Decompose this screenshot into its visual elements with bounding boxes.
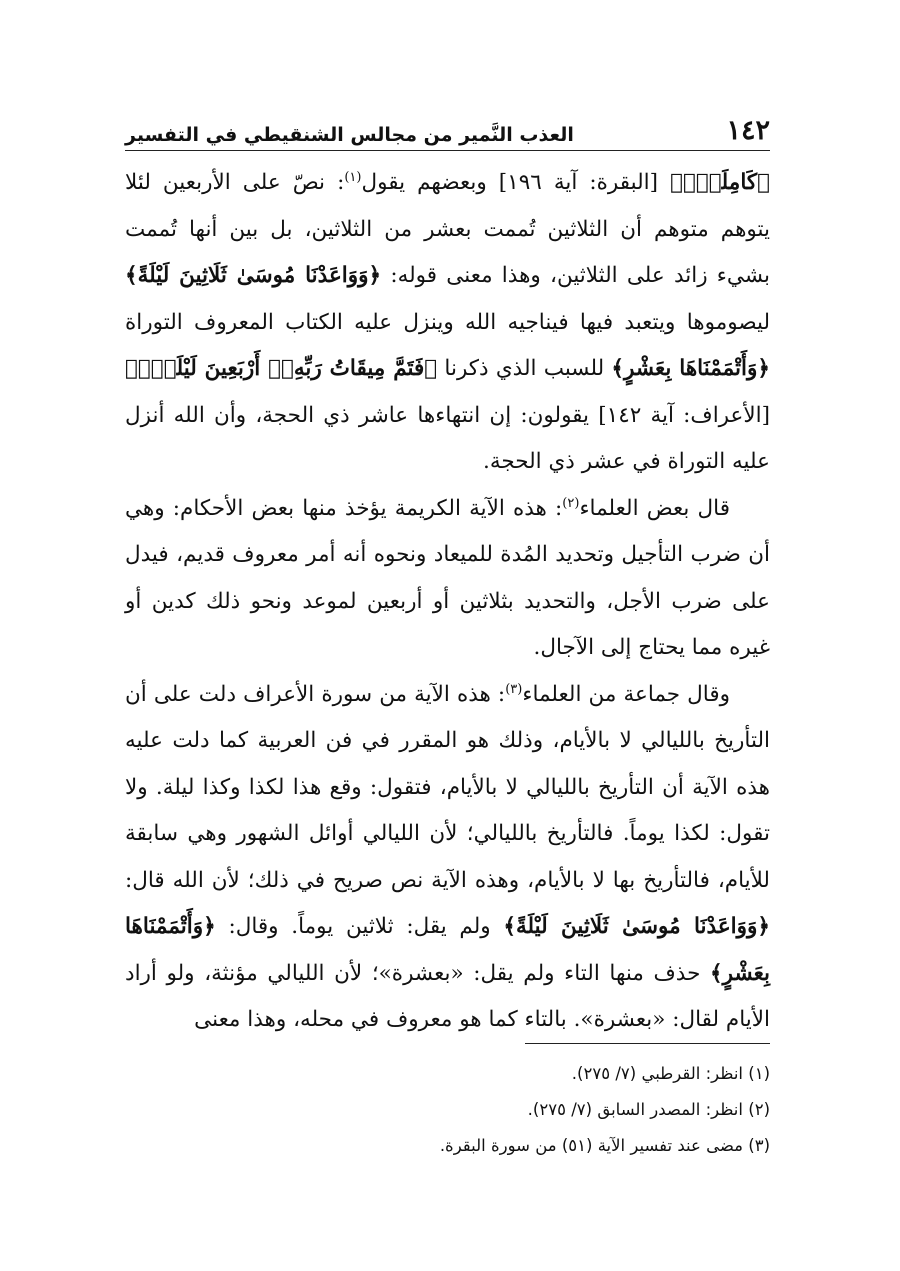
text-run: ليصوموها ويتعبد فيها فيناجيه الله وينزل عليه الكتاب المعروف التوراة <box>125 309 770 335</box>
text-run: وقال جماعة من العلماء <box>522 681 730 707</box>
footnote-1 <box>125 1056 770 1092</box>
text-run: ولم يقل: ثلاثين يوماً. وقال: <box>215 914 504 939</box>
header-rule <box>125 150 770 151</box>
paragraph-2 <box>125 486 770 672</box>
text-run: [الأعراف: آية ١٤٢] يقولون: إن انتهاءها عاشر ذي الحجة، وأن الله أنزل عليه التوراة في عشر ذي الحجة. <box>125 402 770 474</box>
quran-verse: ﴿كَامِلَةٌۗ﴾ <box>670 170 771 195</box>
paragraph-3 <box>125 672 770 1044</box>
footnote-2 <box>125 1092 770 1128</box>
footnote-ref: (٢) <box>562 495 580 511</box>
page-number: ١٤٢ <box>726 115 770 146</box>
text-run: : نصّ على الأربعين لئلا يتوهم متوهم أن الثلاثين تُممت بعشر من الثلاثين، بل بين أنها تُممت بشيء زائد على الثلاثين، وهذا معنى قوله: <box>125 170 771 288</box>
footnote-ref: (٣) <box>505 681 523 697</box>
text-run: : هذه الآية من سورة الأعراف دلت على أن التأريخ بالليالي لا بالأيام، وذلك هو المقرر في فن العربية كما دلت عليه هذه الآية أن التأريخ بالليالي لا بالأيام، فتقول: وقع هذا لكذا وكذا ليلة. ولا تقول: لكذا يوماً. فالتأريخ بالليالي؛ لأن الليالي أوائل الشهور وهي سابقة للأيام، فالتأريخ بها لا بالأيام، وهذه الآية نص صريح في ذلك؛ لأن الله قال: <box>125 681 770 893</box>
footnote-number: (٣) <box>748 1136 770 1155</box>
text-run: [البقرة: آية ١٩٦] وبعضهم يقول <box>361 170 671 195</box>
quran-verse: ﴿وَوَاعَدْنَا مُوسَىٰ ثَلَاثِينَ لَيْلَةً﴾ <box>125 263 382 288</box>
footnote-number: (١) <box>748 1064 770 1083</box>
page-header <box>125 112 770 146</box>
footnote-number: (٢) <box>748 1100 770 1119</box>
running-title: العذب النَّمير من مجالس الشنقيطي في التفسير <box>125 124 574 146</box>
text-run: حذف منها التاء ولم يقل: «بعشرة»؛ لأن الليالي مؤنثة، ولو أراد الأيام لقال: «بعشرة». بالتاء كما هو معروف في محله، وهذا معنى <box>125 960 770 1032</box>
footnote-rule <box>525 1043 770 1044</box>
footnote-text: مضى عند تفسير الآية (٥١) من سورة البقرة. <box>439 1136 743 1155</box>
text-run: للسبب الذي ذكرنا <box>437 356 612 381</box>
footnotes <box>125 1056 770 1164</box>
footnote-text: انظر: القرطبي (٧/ ٢٧٥). <box>571 1064 743 1083</box>
text-run: قال بعض العلماء <box>579 495 730 521</box>
footnote-ref: (١) <box>344 169 362 185</box>
main-text <box>125 160 770 1044</box>
quran-verse: ﴿فَتَمَّ مِيقَاتُ رَبِّهِۦٓ أَرْبَعِينَ لَيْلَةًۚ﴾ <box>125 356 438 381</box>
footnote-3 <box>125 1128 770 1164</box>
quran-verse: ﴿وَأَتْمَمْنَاهَا بِعَشْرٍ﴾ <box>125 914 770 986</box>
quran-verse: ﴿وَأَتْمَمْنَاهَا بِعَشْرٍ﴾ <box>611 356 770 381</box>
text-run: : هذه الآية الكريمة يؤخذ منها بعض الأحكام: وهي أن ضرب التأجيل وتحديد المُدة للميعاد ونحوه أنه أمر معروف قديم، فيدل على ضرب الأجل، والتحديد بثلاثين أو أربعين لموعد ونحو ذلك كدين أو غيره مما يحتاج إلى الآجال. <box>125 495 770 660</box>
footnote-text: انظر: المصدر السابق (٧/ ٢٧٥). <box>527 1100 743 1119</box>
quran-verse: ﴿وَوَاعَدْنَا مُوسَىٰ ثَلَاثِينَ لَيْلَةً﴾ <box>503 914 770 939</box>
paragraph-1 <box>125 160 770 486</box>
